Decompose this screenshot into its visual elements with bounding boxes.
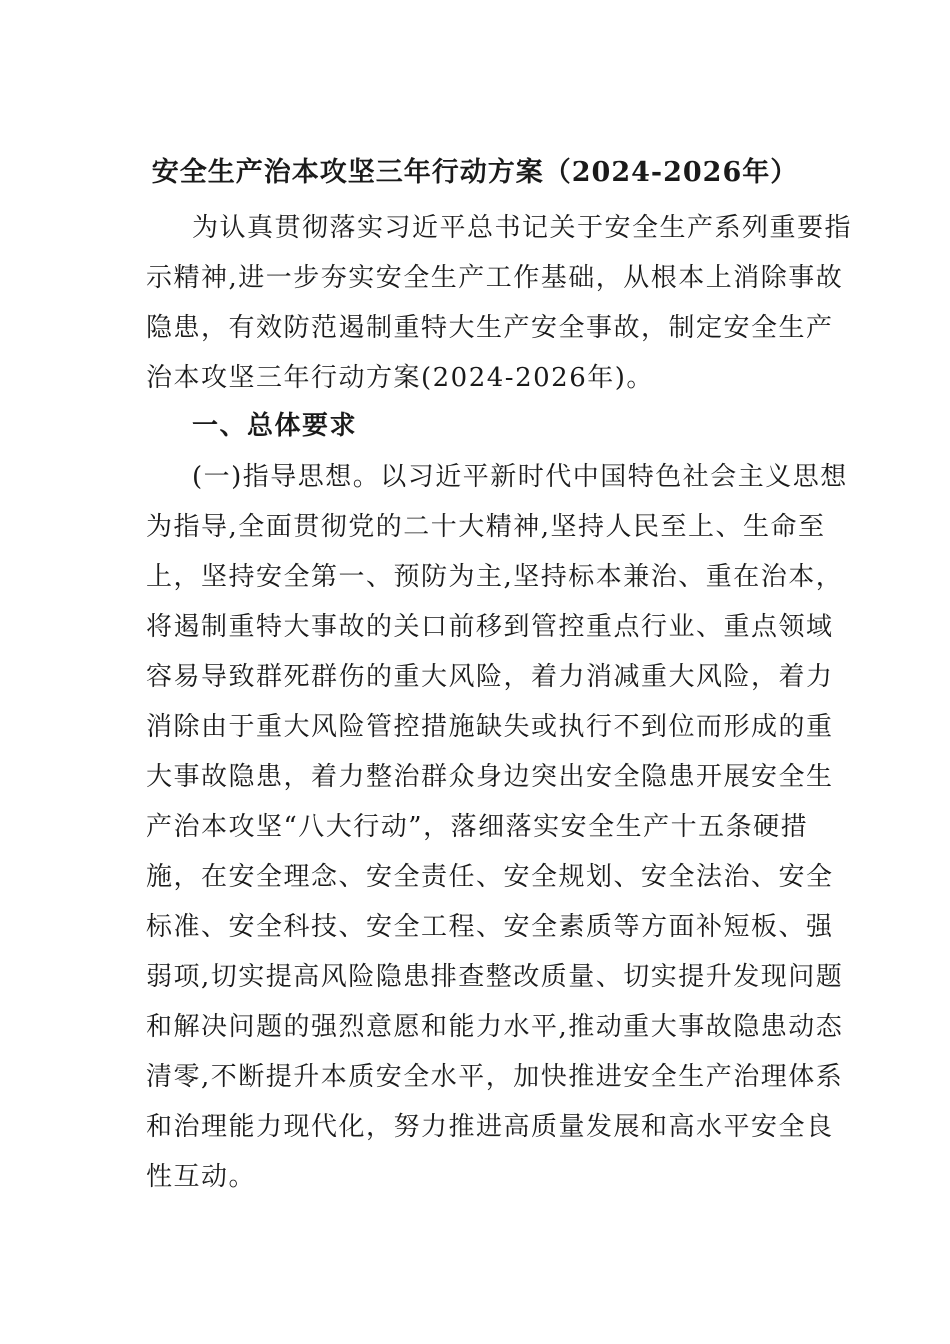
paragraph-line: 示精神,进一步夯实安全生产工作基础，从根本上消除事故 <box>146 263 844 293</box>
paragraph-line: 容易导致群死群伤的重大风险，着力消减重大风险，着力 <box>146 662 834 692</box>
paragraph-line: 隐患，有效防范遏制重特大生产安全事故，制定安全生产 <box>146 313 834 343</box>
paragraph-line: 性互动。 <box>146 1162 257 1192</box>
guiding-ideology-paragraph <box>146 452 848 1202</box>
intro-paragraph <box>146 203 853 403</box>
paragraph-line: 弱项,切实提高风险隐患排查整改质量、切实提升发现问题 <box>146 962 844 992</box>
paragraph-line: 清零,不断提升本质安全水平，加快推进安全生产治理体系 <box>146 1062 844 1092</box>
paragraph-line: 上，坚持安全第一、预防为主,坚持标本兼治、重在治本， <box>146 562 844 592</box>
document-title: 安全生产治本攻坚三年行动方案（2024-2026年） <box>151 157 799 189</box>
paragraph-line: 消除由于重大风险管控措施缺失或执行不到位而形成的重 <box>146 712 834 742</box>
paragraph-line: 大事故隐患，着力整治群众身边突出安全隐患开展安全生 <box>146 762 834 792</box>
paragraph-line: 治本攻坚三年行动方案(2024-2026年)。 <box>146 363 654 393</box>
paragraph-line: 标准、安全科技、安全工程、安全素质等方面补短板、强 <box>146 912 834 942</box>
paragraph-line: 产治本攻坚“八大行动”，落细落实安全生产十五条硬措 <box>146 812 809 842</box>
paragraph-line: 和解决问题的强烈意愿和能力水平,推动重大事故隐患动态 <box>146 1012 844 1042</box>
paragraph-line: 将遏制重特大事故的关口前移到管控重点行业、重点领域 <box>146 612 834 642</box>
paragraph-line: 为认真贯彻落实习近平总书记关于安全生产系列重要指 <box>192 213 853 243</box>
paragraph-line: 和治理能力现代化，努力推进高质量发展和高水平安全良 <box>146 1112 834 1142</box>
paragraph-line: (一)指导思想。以习近平新时代中国特色社会主义思想 <box>192 462 848 492</box>
paragraph-line: 施，在安全理念、安全责任、安全规划、安全法治、安全 <box>146 862 834 892</box>
section-heading: 一、总体要求 <box>192 411 358 441</box>
paragraph-line: 为指导,全面贯彻党的二十大精神,坚持人民至上、生命至 <box>146 512 826 542</box>
